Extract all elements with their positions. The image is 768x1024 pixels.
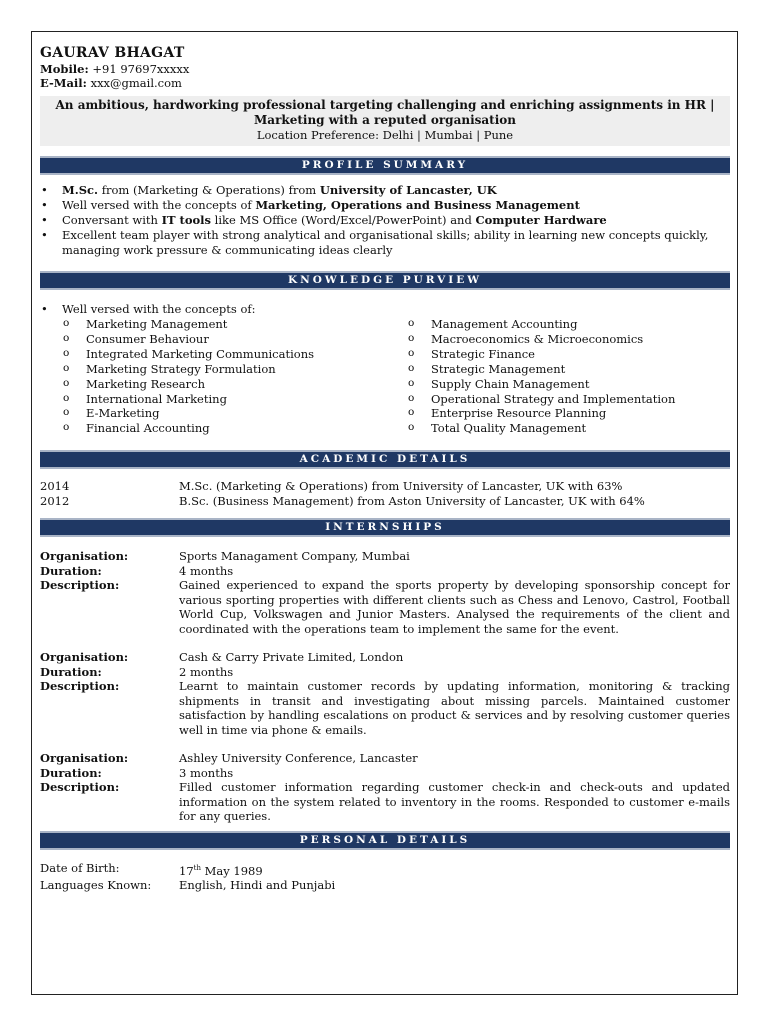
knowledge-item: o Operational Strategy and Implementation [385,392,730,407]
academic-row [40,479,730,494]
dob-value: 17th May 1989 [179,863,263,878]
section-academic-details: ACADEMIC DETAILS [40,450,730,469]
resume-content [40,44,730,893]
languages-row [40,878,730,893]
knowledge-item: o Macroeconomics & Microeconomics [385,332,730,347]
internship-organisation: Sports Managament Company, Mumbai [179,549,410,564]
knowledge-item: o Strategic Finance [385,347,730,362]
organisation-label: Organisation: [40,549,129,564]
knowledge-item: o Integrated Marketing Communications [40,347,385,362]
academic-list [40,479,730,508]
dob-label: Date of Birth: [40,860,120,875]
internship-duration: 3 months [179,765,234,780]
internship-entry [40,549,730,636]
section-personal-details: PERSONAL DETAILS [40,831,730,850]
profile-item: • Well versed with the concepts of Marketing, Operations and Business Management [40,198,730,213]
knowledge-item: o E-Marketing [40,406,385,421]
languages-label: Languages Known: [40,878,152,893]
knowledge-column-right [385,317,730,436]
email-line [40,76,730,90]
academic-detail: M.Sc. (Marketing & Operations) from University of Lancaster, UK with 63% [179,479,623,494]
location-preference: Location Preference: Delhi | Mumbai | Pune [256,128,514,142]
internship-organisation: Ashley University Conference, Lancaster [179,751,418,766]
objective-box [40,96,730,146]
mobile-number: +91 97697xxxxx [92,62,190,76]
academic-year: 2014 [40,479,70,494]
objective-headline: An ambitious, hardworking professional targeting challenging and enriching assignments in HR | Marketing with a reputed organisation [55,98,715,127]
mobile-label: Mobile: [40,62,89,76]
description-label: Description: [40,578,120,593]
knowledge-intro: • Well versed with the concepts of: [40,302,730,317]
internship-list [40,549,730,824]
knowledge-columns [40,317,730,436]
internship-description: Filled customer information regarding customer check-in and check-outs and updated information on the system related to inventory in the rooms. Responded to customer e-mails for any queries. [179,780,730,824]
languages-value: English, Hindi and Punjabi [179,878,336,893]
knowledge-item: o Total Quality Management [385,421,730,436]
knowledge-item: o International Marketing [40,392,385,407]
section-internships: INTERNSHIPS [40,518,730,537]
profile-item: • Excellent team player with strong analytical and organisational skills; ability in learning new concepts quickly, managing work pressure & communicating ideas clearly [40,228,730,258]
internship-entry [40,650,730,737]
personal-details [40,861,730,893]
knowledge-item: o Management Accounting [385,317,730,332]
candidate-name: GAURAV BHAGAT [40,45,185,61]
internship-entry [40,751,730,824]
internship-description: Learnt to maintain customer records by updating information, monitoring & tracking shipments in transit and investigating about missing parcels. Maintained customer satisfaction by handling escalations on product & services and by resolving customer queries well in time via phone & emails. [179,679,730,737]
knowledge-column-left [40,317,385,436]
knowledge-item: o Marketing Research [40,377,385,392]
internship-organisation: Cash & Carry Private Limited, London [179,650,404,665]
academic-year: 2012 [40,493,70,508]
description-label: Description: [40,679,120,694]
email-label: E-Mail: [40,76,87,90]
section-profile-summary: PROFILE SUMMARY [40,156,730,175]
resume-page [31,31,738,995]
knowledge-item: o Consumer Behaviour [40,332,385,347]
duration-label: Duration: [40,664,102,679]
profile-summary-list [40,183,730,258]
knowledge-item: o Strategic Management [385,362,730,377]
organisation-label: Organisation: [40,751,129,766]
academic-detail: B.Sc. (Business Management) from Aston University of Lancaster, UK with 64% [179,493,645,508]
internship-duration: 4 months [179,563,234,578]
profile-item: • M.Sc. from (Marketing & Operations) from University of Lancaster, UK [40,183,730,198]
internship-duration: 2 months [179,664,234,679]
section-knowledge-purview: KNOWLEDGE PURVIEW [40,271,730,290]
knowledge-item: o Enterprise Resource Planning [385,406,730,421]
internship-description: Gained experienced to expand the sports property by developing sponsorship concept for various sporting properties with different clients such as Chess and Lenovo, Castrol, Football World Cup, Volkswagen and Junior Masters. Analysed the requirements of the client and coordinated with the operations team to implement the same for the event. [179,578,730,636]
duration-label: Duration: [40,765,102,780]
knowledge-item: o Marketing Management [40,317,385,332]
dob-row [40,861,730,878]
organisation-label: Organisation: [40,650,129,665]
email-address: xxx@gmail.com [90,76,182,90]
knowledge-item: o Marketing Strategy Formulation [40,362,385,377]
academic-row [40,494,730,509]
duration-label: Duration: [40,563,102,578]
profile-item: • Conversant with IT tools like MS Office (Word/Excel/PowerPoint) and Computer Hardware [40,213,730,228]
description-label: Description: [40,780,120,795]
knowledge-item: o Supply Chain Management [385,377,730,392]
mobile-line [40,62,730,76]
knowledge-item: o Financial Accounting [40,421,385,436]
